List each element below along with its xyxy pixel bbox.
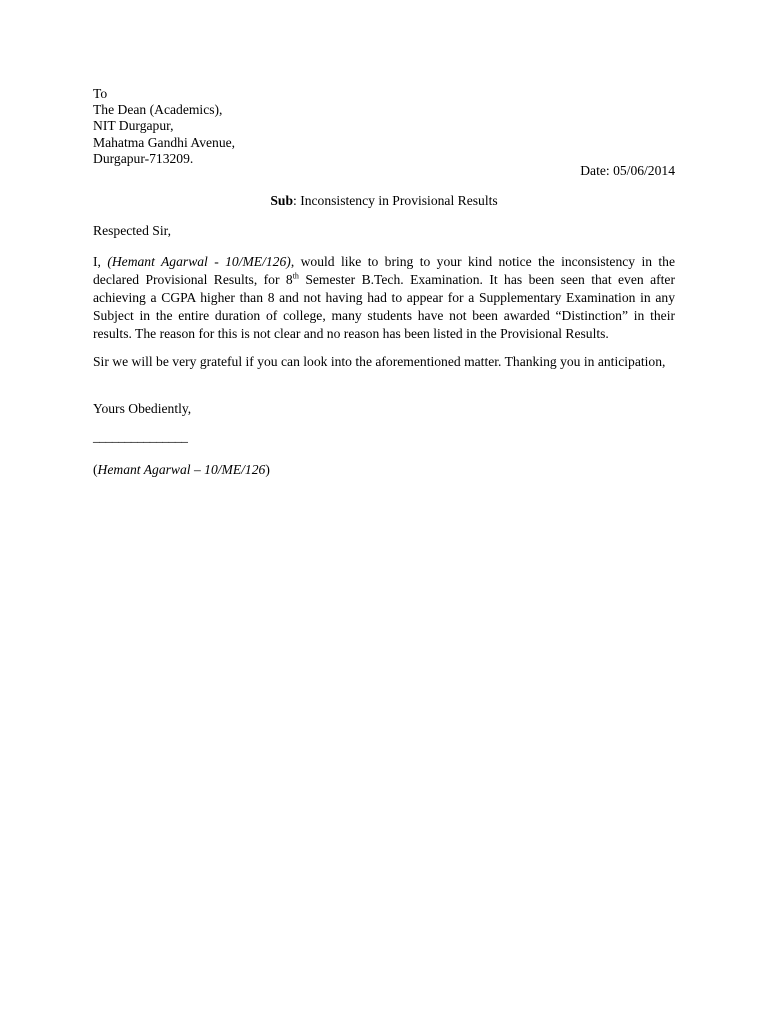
- subject-line: [0, 193, 768, 209]
- recipient-line-city: Durgapur-713209.: [93, 150, 194, 166]
- closing: Yours Obediently,: [93, 401, 192, 416]
- p1-part1: , would like to bring to your kind notice the inconsistency in the declared Provisional Results, for 8: [93, 254, 676, 287]
- recipient-address: [93, 86, 235, 167]
- subject-text: : Inconsistency in Provisional Results: [293, 193, 498, 208]
- signature-name: [93, 462, 270, 478]
- subject-label: Sub: [270, 193, 294, 208]
- body-paragraph-2: Sir we will be very grateful if you can look into the aforementioned matter. Thanking you in anticipation,: [93, 354, 666, 369]
- recipient-line-to: To: [93, 86, 108, 101]
- salutation: Respected Sir,: [93, 223, 171, 238]
- signature-author: Hemant Agarwal – 10/ME/126: [97, 462, 266, 477]
- signature-open-paren: (: [93, 462, 98, 477]
- letter-date: Date: 05/06/2014: [580, 163, 675, 178]
- recipient-line-institute: NIT Durgapur,: [93, 118, 174, 134]
- signature-close-paren: ): [265, 462, 270, 477]
- body-paragraph-1: [93, 253, 675, 343]
- p1-start: I,: [93, 254, 108, 269]
- p1-author: (Hemant Agarwal - 10/ME/126): [107, 254, 291, 269]
- p1-superscript: th: [292, 271, 299, 281]
- p1-part2: Semester B.Tech. Examination. It has been seen that even after achieving a CGPA higher than 8 and not having had to appear for a Supplementary Examination in any Subject in the entire duration of college, many students have not been awarded “Distinction” in their results. The reason for this is not clear and no reason has been listed in the Provisional Results.: [93, 272, 675, 341]
- recipient-line-street: Mahatma Gandhi Avenue,: [93, 134, 236, 150]
- recipient-line-title: The Dean (Academics),: [93, 102, 223, 118]
- signature-line: _______________: [93, 429, 188, 444]
